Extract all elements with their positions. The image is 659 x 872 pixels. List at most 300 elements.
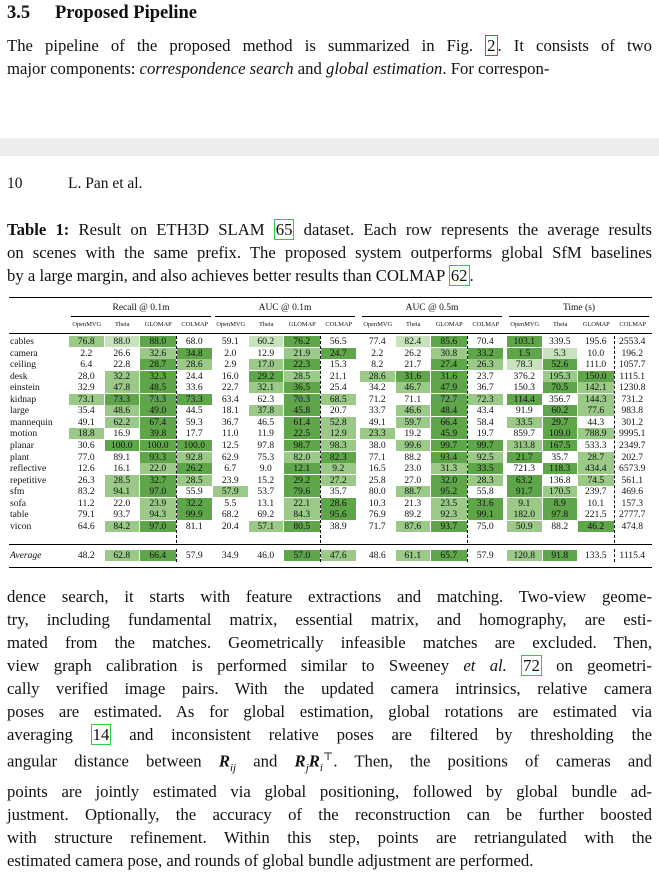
table-cell: 38.9 [321, 521, 357, 532]
table-cell: 27.4 [431, 359, 467, 370]
table-cell: 28.6 [177, 359, 213, 370]
group-header: Recall @ 0.1m [112, 303, 170, 313]
text-run: on geometri- [541, 656, 652, 675]
table-cell: 313.8 [507, 440, 542, 451]
table-cell: 15.2 [249, 475, 284, 486]
method-header: OpenMVG [510, 321, 540, 328]
table-cell: 17.0 [249, 359, 284, 370]
table-row [9, 509, 652, 520]
table-cell: 85.6 [431, 336, 467, 347]
table-cell: 98.7 [284, 440, 320, 451]
table-cell: 66.4 [140, 550, 176, 561]
table-cell: 8.2 [360, 359, 395, 370]
table-caption [7, 218, 652, 287]
table-cell: 93.7 [431, 521, 467, 532]
table-cell: 91.7 [507, 486, 542, 497]
citation-link[interactable]: 72 [523, 656, 540, 675]
text-run: i [319, 761, 323, 774]
table-cell: 28.7 [140, 359, 176, 370]
table-cell: 46.0 [249, 550, 284, 561]
results-table [9, 297, 652, 569]
table-cell: 99.9 [177, 509, 213, 520]
row-label: cables [10, 336, 34, 347]
row-label: repetitive [10, 474, 47, 486]
table-cell: 11.0 [213, 428, 248, 439]
table-cell: 88.0 [105, 336, 140, 347]
table-cell: 77.1 [360, 452, 395, 463]
table-cell: 47.9 [431, 382, 467, 393]
table-cell: 81.1 [177, 521, 213, 532]
table-cell: 63.2 [507, 475, 542, 486]
row-label: large [10, 405, 30, 417]
table-cell: 1115.1 [615, 371, 651, 382]
method-header: Theia [114, 321, 130, 328]
method-header: OpenMVG [216, 321, 246, 328]
table-row [9, 498, 652, 509]
table-cell: 16.0 [213, 371, 248, 382]
table-cell: 73.3 [105, 394, 140, 405]
section-number: 3.5 [7, 3, 31, 23]
table-cell: 2.0 [213, 348, 248, 359]
body-line [7, 585, 652, 608]
table-cell: 87.6 [396, 521, 431, 532]
table-cell: 49.1 [360, 417, 395, 428]
table-cell: 48.6 [105, 405, 140, 416]
table-cell: 57.9 [213, 486, 248, 497]
row-label: vicon [10, 520, 32, 532]
table-cell: 72.7 [431, 394, 467, 405]
table-cell: 12.1 [284, 463, 320, 474]
table-cell: 91.8 [543, 550, 578, 561]
table-cell: 68.0 [177, 336, 213, 347]
table-cell: 93.4 [431, 452, 467, 463]
table-cell: 10.1 [578, 498, 614, 509]
table-cell: 77.6 [578, 405, 614, 416]
text-run: R [308, 751, 320, 771]
table-cell: 33.5 [468, 463, 504, 474]
table-cell: 26.6 [105, 348, 140, 359]
table-cell: 167.5 [543, 440, 578, 451]
table-cell: 33.7 [360, 405, 395, 416]
column-separator [467, 336, 468, 543]
table-cell: 1115.4 [615, 550, 651, 561]
table-cell: 136.8 [543, 475, 578, 486]
table-cell: 28.7 [578, 452, 614, 463]
text-run: try, including fundamental matrix, essential matrix, and homography, are esti- [7, 610, 652, 629]
table-row [9, 382, 652, 393]
table-cell: 44.5 [177, 405, 213, 416]
text-run: Table 1: [7, 220, 70, 239]
table-cell: 2349.7 [615, 440, 651, 451]
table-cell: 57.9 [177, 550, 213, 561]
column-separator [614, 336, 615, 543]
table-cell: 59.7 [396, 417, 431, 428]
table-cell: 32.7 [140, 475, 176, 486]
table-cell: 100.0 [140, 440, 176, 451]
table-cell: 89.2 [396, 509, 431, 520]
table-cell: 26.2 [177, 463, 213, 474]
table-cell: 46.6 [396, 405, 431, 416]
body-line [7, 700, 652, 723]
section-heading [7, 3, 197, 24]
method-header: Theia [405, 321, 421, 328]
table-cell: 2.9 [213, 359, 248, 370]
table-cell: 35.7 [543, 452, 578, 463]
table-cell: 72.3 [468, 394, 504, 405]
table-cell: 34.9 [213, 550, 248, 561]
table-cell: 91.9 [507, 405, 542, 416]
figure-ref-link[interactable]: 2 [487, 36, 496, 55]
table-cell: 70.3 [284, 394, 320, 405]
table-cell: 28.0 [69, 371, 104, 382]
citation-link[interactable]: 14 [92, 725, 110, 744]
body-line [7, 780, 652, 803]
table-cell: 195.3 [543, 371, 578, 382]
table-cell: 23.3 [360, 428, 395, 439]
group-underline [215, 316, 355, 317]
citation-link[interactable]: 65 [275, 220, 293, 239]
table-cell: 46.2 [578, 521, 614, 532]
text-run: by a large margin, and also achieves better results than COLMAP [7, 266, 449, 285]
table-cell: 12.9 [321, 428, 357, 439]
table-cell: 22.3 [284, 359, 320, 370]
table-cell: 25.8 [360, 475, 395, 486]
text-run: estimated camera pose, and rounds of global bundle adjustment are performed. [7, 850, 534, 870]
table-cell: 45.9 [431, 428, 467, 439]
section-title: Proposed Pipeline [55, 3, 198, 23]
table-cell: 45.8 [284, 405, 320, 416]
row-label: table [10, 509, 29, 521]
table-cell: 23.9 [140, 498, 176, 509]
table-cell: 88.0 [140, 336, 176, 347]
text-run: and [293, 59, 326, 78]
text-run: cally verified image pairs. With the updated camera intrinsics, relative camera [7, 679, 652, 698]
table-cell: 60.2 [249, 336, 284, 347]
table-cell: 62.9 [213, 452, 248, 463]
column-separator [320, 549, 321, 562]
table-cell: 339.5 [543, 336, 578, 347]
table-cell: 109.0 [543, 428, 578, 439]
table-cell: 71.7 [360, 521, 395, 532]
method-header: GLOMAP [144, 321, 172, 328]
group-underline [71, 316, 211, 317]
method-header: Theia [552, 321, 568, 328]
table-cell: 31.6 [468, 498, 504, 509]
table-cell: 27.2 [321, 475, 357, 486]
row-label: ceiling [10, 359, 37, 371]
table-cell: 2.2 [360, 348, 395, 359]
table-cell: 49.0 [140, 405, 176, 416]
table-cell: 82.0 [284, 452, 320, 463]
table-cell: 434.4 [578, 463, 614, 474]
table-cell: 100.0 [105, 440, 140, 451]
text-run: The pipeline of the proposed method is summarized in Fig. [7, 36, 486, 55]
method-header: GLOMAP [288, 321, 316, 328]
table-cell: 32.1 [249, 382, 284, 393]
table-cell: 59.1 [213, 336, 248, 347]
table-cell: 76.9 [360, 509, 395, 520]
body-line [7, 654, 652, 677]
text-run: points are jointly estimated via global positioning, followed by global bundle ad- [7, 781, 652, 801]
table-cell: 32.6 [140, 348, 176, 359]
table-cell: 150.3 [507, 382, 542, 393]
table-cell: 92.5 [468, 452, 504, 463]
table-cell: 301.2 [615, 417, 651, 428]
running-head: L. Pan et al. [68, 175, 143, 192]
table-cell: 5.3 [543, 348, 578, 359]
table-cell: 26.3 [69, 475, 104, 486]
citation-link[interactable]: 62 [450, 266, 468, 285]
table-cell: 55.9 [177, 486, 213, 497]
text-run: view graph calibration is performed similar to Sweeney [7, 656, 464, 675]
table-cell: 195.6 [578, 336, 614, 347]
group-header: Time (s) [562, 303, 596, 313]
table-cell: 32.2 [105, 371, 140, 382]
table-cell: 69.2 [249, 509, 284, 520]
table-cell: 32.2 [177, 498, 213, 509]
table-cell: 52.8 [321, 417, 357, 428]
table-cell: 75.3 [249, 452, 284, 463]
table-cell: 10.0 [578, 348, 614, 359]
table-cell: 23.9 [213, 475, 248, 486]
table-cell: 84.2 [105, 521, 140, 532]
table-cell: 53.7 [249, 486, 284, 497]
method-header: OpenMVG [363, 321, 393, 328]
table-cell: 16.5 [360, 463, 395, 474]
table-cell: 35.4 [69, 405, 104, 416]
table-cell: 71.2 [360, 394, 395, 405]
table-cell: 65.7 [431, 550, 467, 561]
table-cell: 98.3 [321, 440, 357, 451]
page-number: 10 [7, 175, 23, 192]
table-top-rule [9, 297, 652, 298]
table-cell: 18.1 [213, 405, 248, 416]
table-cell: 76.8 [69, 336, 104, 347]
table-cell: 32.3 [140, 371, 176, 382]
row-label: sfm [10, 486, 25, 498]
row-label: motion [10, 428, 38, 440]
table-cell: 62.2 [105, 417, 140, 428]
row-label: planar [10, 439, 34, 451]
table-cell: 30.8 [431, 348, 467, 359]
table-cell: 29.2 [284, 475, 320, 486]
table-cell: 92.3 [431, 509, 467, 520]
text-run: . Then, the positions of cameras and [333, 751, 652, 771]
table-cell: 16.1 [105, 463, 140, 474]
table-cell: 23.5 [431, 498, 467, 509]
table-cell: 8.9 [543, 498, 578, 509]
table-cell: 77.4 [360, 336, 395, 347]
table-cell: 49.1 [69, 417, 104, 428]
table-row [9, 417, 652, 428]
table-cell: 24.4 [177, 371, 213, 382]
table-cell: 29.2 [249, 371, 284, 382]
table-cell: 88.2 [396, 452, 431, 463]
table-cell: 196.2 [615, 348, 651, 359]
group-header: AUC @ 0.1m [258, 303, 312, 313]
table-cell: 48.4 [431, 405, 467, 416]
table-cell: 76.2 [284, 336, 320, 347]
table-row [9, 440, 652, 451]
table-cell: 114.4 [507, 394, 542, 405]
table-cell: 83.2 [69, 486, 104, 497]
table-cell: 28.5 [177, 475, 213, 486]
table-cell: 25.4 [321, 382, 357, 393]
text-run: and inconsistent relative poses are filtered by thresholding the [111, 725, 653, 744]
table-cell: 99.1 [468, 509, 504, 520]
table-cell: 46.7 [396, 382, 431, 393]
text-run: . It consists of two [497, 36, 652, 55]
table-row [9, 348, 652, 359]
table-cell: 47.8 [105, 382, 140, 393]
table-cell: 2.2 [69, 348, 104, 359]
text-run: correspondence search [139, 59, 294, 78]
table-cell: 23.7 [468, 371, 504, 382]
table-cell: 79.6 [284, 486, 320, 497]
table-bottom-rule [9, 567, 652, 568]
body-paragraph [7, 585, 652, 872]
table-cell: 6.7 [213, 463, 248, 474]
table-cell: 21.1 [321, 371, 357, 382]
text-run: and [236, 751, 295, 771]
body-line [7, 677, 652, 700]
table-cell: 19.7 [468, 428, 504, 439]
body-line [7, 746, 652, 780]
table-cell: 95.6 [321, 509, 357, 520]
body-line [7, 723, 652, 746]
table-row [9, 336, 652, 347]
table-cell: 859.7 [507, 428, 542, 439]
method-header: GLOMAP [435, 321, 463, 328]
method-header: OpenMVG [72, 321, 102, 328]
table-cell: 118.3 [543, 463, 578, 474]
table-row [9, 452, 652, 463]
table-cell: 34.8 [177, 348, 213, 359]
table-cell: 70.4 [468, 336, 504, 347]
table-cell: 22.7 [213, 382, 248, 393]
table-cell: 9995.1 [615, 428, 651, 439]
table-cell: 12.5 [213, 440, 248, 451]
method-header: Theia [258, 321, 274, 328]
table-row [9, 486, 652, 497]
table-cell: 150.0 [578, 371, 614, 382]
method-header: GLOMAP [582, 321, 610, 328]
column-separator [176, 336, 177, 543]
table-cell: 48.5 [140, 382, 176, 393]
table-cell: 983.8 [615, 405, 651, 416]
row-label: plant [10, 451, 30, 463]
table-cell: 99.7 [468, 440, 504, 451]
table-cell: 1.5 [507, 348, 542, 359]
table-cell: 80.5 [284, 521, 320, 532]
table-cell: 376.2 [507, 371, 542, 382]
table-cell: 9.2 [321, 463, 357, 474]
text-run: mated from the matches. Geometrically infeasible matches are excluded. Then, [7, 633, 652, 652]
table-cell: 61.4 [284, 417, 320, 428]
table-cell: 26.3 [468, 359, 504, 370]
table-cell: 93.3 [140, 452, 176, 463]
table-cell: 31.3 [431, 463, 467, 474]
table-cell: 77.0 [69, 452, 104, 463]
text-run: with structure refinement. Within this step, points are retriangulated with the [7, 827, 652, 847]
table-cell: 97.8 [543, 509, 578, 520]
table-header-rule [9, 333, 652, 334]
text-run: Result on ETH3D SLAM [69, 220, 274, 239]
table-cell: 6.4 [69, 359, 104, 370]
table-cell: 12.9 [249, 348, 284, 359]
table-cell: 28.6 [321, 498, 357, 509]
caption-line [7, 218, 652, 241]
table-cell: 469.6 [615, 486, 651, 497]
table-cell: 48.2 [69, 550, 104, 561]
table-cell: 94.3 [140, 509, 176, 520]
table-cell: 1230.8 [615, 382, 651, 393]
table-cell: 33.2 [468, 348, 504, 359]
table-cell: 32.0 [431, 475, 467, 486]
table-cell: 44.3 [578, 417, 614, 428]
table-cell: 93.7 [105, 509, 140, 520]
text-run: dence search, it starts with feature extractions and matching. Two-view geome- [7, 587, 652, 606]
table-cell: 21.3 [396, 498, 431, 509]
intro-line [7, 34, 652, 57]
method-header: COLMAP [181, 321, 209, 328]
table-cell: 15.3 [321, 359, 357, 370]
table-cell: 99.7 [431, 440, 467, 451]
table-cell: 36.5 [284, 382, 320, 393]
table-cell: 31.6 [396, 371, 431, 382]
column-separator [614, 549, 615, 562]
table-row [9, 428, 652, 439]
table-row [9, 475, 652, 486]
table-cell: 82.4 [396, 336, 431, 347]
text-run: poses are estimated. As for global estimation, global rotations are estimated via [7, 702, 652, 721]
table-row [9, 394, 652, 405]
table-cell: 182.0 [507, 509, 542, 520]
text-run: dataset. Each row represents the average results [294, 220, 653, 239]
table-cell: 64.6 [69, 521, 104, 532]
table-cell: 120.8 [507, 550, 542, 561]
column-separator [320, 336, 321, 543]
table-cell: 37.8 [249, 405, 284, 416]
text-run: ⊤ [322, 751, 334, 763]
group-header: AUC @ 0.5m [405, 303, 459, 313]
text-run: . For correspon- [442, 59, 550, 78]
table-cell: 23.0 [396, 463, 431, 474]
table-cell: 68.5 [321, 394, 357, 405]
table-cell: 12.6 [69, 463, 104, 474]
intro-line [7, 57, 652, 80]
text-run: j [305, 761, 309, 774]
table-cell: 9.1 [507, 498, 542, 509]
table-cell: 100.0 [177, 440, 213, 451]
table-cell: 34.2 [360, 382, 395, 393]
text-run: on scenes with the same prefix. The proposed system outperforms global SfM baselines [7, 243, 652, 262]
table-cell: 62.3 [249, 394, 284, 405]
table-average-rule [9, 544, 652, 545]
table-cell: 11.2 [69, 498, 104, 509]
row-label: reflective [10, 463, 47, 475]
text-run: justment. Optionally, the accuracy of the reconstruction can be further boosted [7, 804, 652, 824]
page-break-band [0, 138, 659, 156]
table-cell: 144.3 [578, 394, 614, 405]
table-cell: 67.4 [140, 417, 176, 428]
table-cell: 239.7 [578, 486, 614, 497]
table-row [9, 463, 652, 474]
table-row [9, 359, 652, 370]
body-line [7, 826, 652, 849]
table-cell: 57.1 [249, 521, 284, 532]
body-line [7, 849, 652, 872]
